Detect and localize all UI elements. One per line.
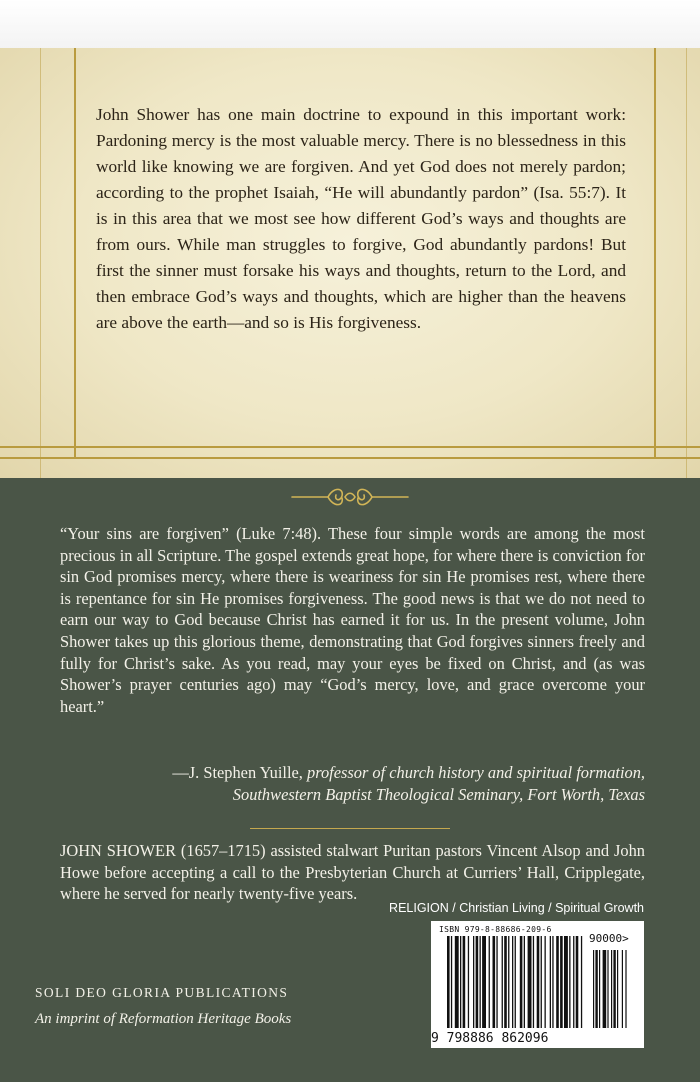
endorsement-attribution [45, 762, 645, 805]
endorser-institution: Southwestern Baptist Theological Seminary, Fort Worth, Texas [232, 784, 645, 804]
barcode-box [431, 921, 644, 1048]
flourish-ornament-icon [290, 482, 410, 512]
author-bio: JOHN SHOWER (1657–1715) assisted stalwart Puritan pastors Vincent Alsop and John Howe before accepting a call to the Presbyterian Church at Curriers’ Hall, Cripplegate, where he served for nearly twenty-five years. [60, 841, 645, 904]
price-code: 90000> [589, 932, 629, 945]
endorser-title: professor of church history and spiritual formation, [307, 763, 645, 782]
gold-frame-line [654, 48, 656, 458]
gold-frame-line [74, 48, 76, 458]
isbn-label: ISBN 979-8-88686-209-6 [439, 925, 552, 934]
barcode-digits: 9 798886 862096 [431, 1031, 549, 1046]
book-description: John Shower has one main doctrine to expound in this important work: Pardoning mercy is the most valuable mercy. There is no blessedness in this world like knowing we are forgiven. And yet God does not merely pardon; according to the prophet Isaiah, “He will abundantly pardon” (Isa. 55:7). It is in this area that we most see how different God’s ways and thoughts are from ours. While man struggles to forgive, God abundantly pardons! But first the sinner must forsake his ways and thoughts, return to the Lord, and then embrace God’s ways and thoughts, which are higher than the heavens are above the earth—and so is His forgiveness. [96, 105, 626, 332]
gold-frame-line [686, 48, 687, 478]
barcode-icon [443, 936, 638, 1031]
top-strip [0, 0, 700, 48]
section-divider [250, 828, 450, 829]
endorser-name: —J. Stephen Yuille, [172, 763, 303, 782]
publisher-name: SOLI DEO GLORIA PUBLICATIONS [35, 985, 289, 1000]
publisher-imprint: An imprint of Reformation Heritage Books [35, 1011, 292, 1027]
gold-frame-line [0, 457, 700, 459]
endorsement-quote: “Your sins are forgiven” (Luke 7:48). These four simple words are among the most precious in all Scripture. The gospel extends great hope, for where there is conviction for sin God promises mercy, where there is weariness for sin He promises rest, where there is repentance for sin He promises forgiveness. The good news is that we do not need to earn our way to God because Christ has earned it for us. In the present volume, John Shower takes up this glorious theme, demonstrating that God forgives sinners freely and fully for Christ’s sake. As you read, may your eyes be fixed on Christ, and (as was Shower’s prayer centuries ago) may “God’s mercy, love, and grace overcome your heart.” [60, 524, 645, 716]
gold-frame-line [0, 446, 700, 448]
gold-frame-line [40, 48, 41, 478]
bisac-category: RELIGION / Christian Living / Spiritual Growth [389, 901, 644, 915]
